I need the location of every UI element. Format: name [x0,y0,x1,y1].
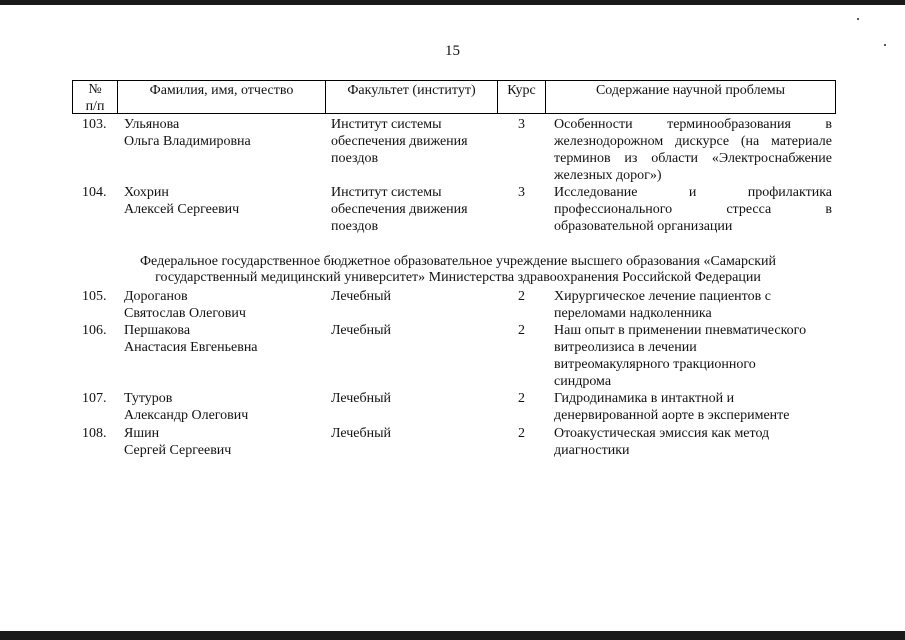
student-surname: Тутуров [124,391,173,406]
header-faculty: Факультет (институт) [347,83,476,98]
problem-line: синдрома [554,374,612,389]
problem-line: железнодорожном дискурсе (на материале [554,134,832,149]
problem-text [554,184,832,235]
faculty-line: Институт системы [331,185,442,200]
problem-text [554,322,832,390]
faculty-line: Лечебный [331,289,392,304]
problem-line: Гидродинамика в интактной и [554,391,735,406]
problem-text [554,116,832,184]
faculty-line: поездов [331,219,379,234]
problem-text [554,390,832,424]
row-number: 104. [82,185,107,200]
header-problem: Содержание научной проблемы [595,83,786,98]
row-number: 103. [82,117,107,132]
faculty-line: Лечебный [331,426,392,441]
course-value: 2 [518,323,525,338]
problem-line: диагностики [554,443,630,458]
course-value: 2 [518,426,525,441]
student-surname: Першакова [124,323,191,338]
student-given-name: Алексей Сергеевич [124,202,240,217]
problem-text [554,425,832,459]
student-given-name: Александр Олегович [124,408,249,423]
course-value: 3 [518,117,525,132]
problem-line: витреолизиса в лечении [554,340,697,355]
student-surname: Хохрин [124,185,169,200]
header-bottom-rule [72,113,836,114]
problem-line: терминов из области «Электроснабжение [554,151,832,166]
course-value: 3 [518,185,525,200]
header-top-rule [72,80,836,81]
header-name: Фамилия, имя, отчество [149,83,294,98]
organization-line: Федеральное государственное бюджетное образовательное учреждение высшего образования «Самарский [140,254,776,269]
scan-speck [857,18,859,20]
organization-line: государственный медицинский университет» Министерства здравоохранения Российской Федерации [155,270,761,285]
student-given-name: Ольга Владимировна [124,134,251,149]
student-surname: Ульянова [124,117,180,132]
organization-heading [108,254,808,286]
faculty-line: обеспечения движения [331,202,468,217]
scan-top-edge [0,0,905,5]
header-number [73,81,117,115]
header-number-symbol: № [88,82,102,97]
student-surname: Яшин [124,426,160,441]
problem-line: переломами надколенника [554,306,712,321]
student-given-name: Анастасия Евгеньевна [124,340,258,355]
problem-line: Наш опыт в применении пневматического [554,323,807,338]
problem-line: денервированной аорте в эксперименте [554,408,790,423]
problem-line: профессионального стресса в [554,202,832,217]
course-value: 2 [518,289,525,304]
faculty-line: поездов [331,151,379,166]
page-number: 15 [445,43,460,59]
scan-bottom-edge [0,631,905,640]
row-number: 108. [82,426,107,441]
faculty-line: Институт системы [331,117,442,132]
faculty-line: обеспечения движения [331,134,468,149]
problem-text [554,288,832,322]
problem-line: образовательной организации [554,219,733,234]
row-number: 106. [82,323,107,338]
faculty-line: Лечебный [331,391,392,406]
problem-line: Исследование и профилактика [554,185,832,200]
problem-line: Отоакустическая эмиссия как метод [554,426,770,441]
row-number: 105. [82,289,107,304]
problem-line: Хирургическое лечение пациентов с [554,289,771,304]
student-given-name: Святослав Олегович [124,306,246,321]
header-course: Курс [507,83,536,98]
faculty-line: Лечебный [331,323,392,338]
header-number-abbr: п/п [85,99,105,114]
student-given-name: Сергей Сергеевич [124,443,232,458]
problem-line: витреомакулярного тракционного [554,357,756,372]
problem-line: Особенности терминообразования в [554,117,832,132]
student-surname: Дороганов [124,289,188,304]
course-value: 2 [518,391,525,406]
problem-line: железных дорог») [554,168,662,183]
header-col-divider [835,80,836,114]
row-number: 107. [82,391,107,406]
